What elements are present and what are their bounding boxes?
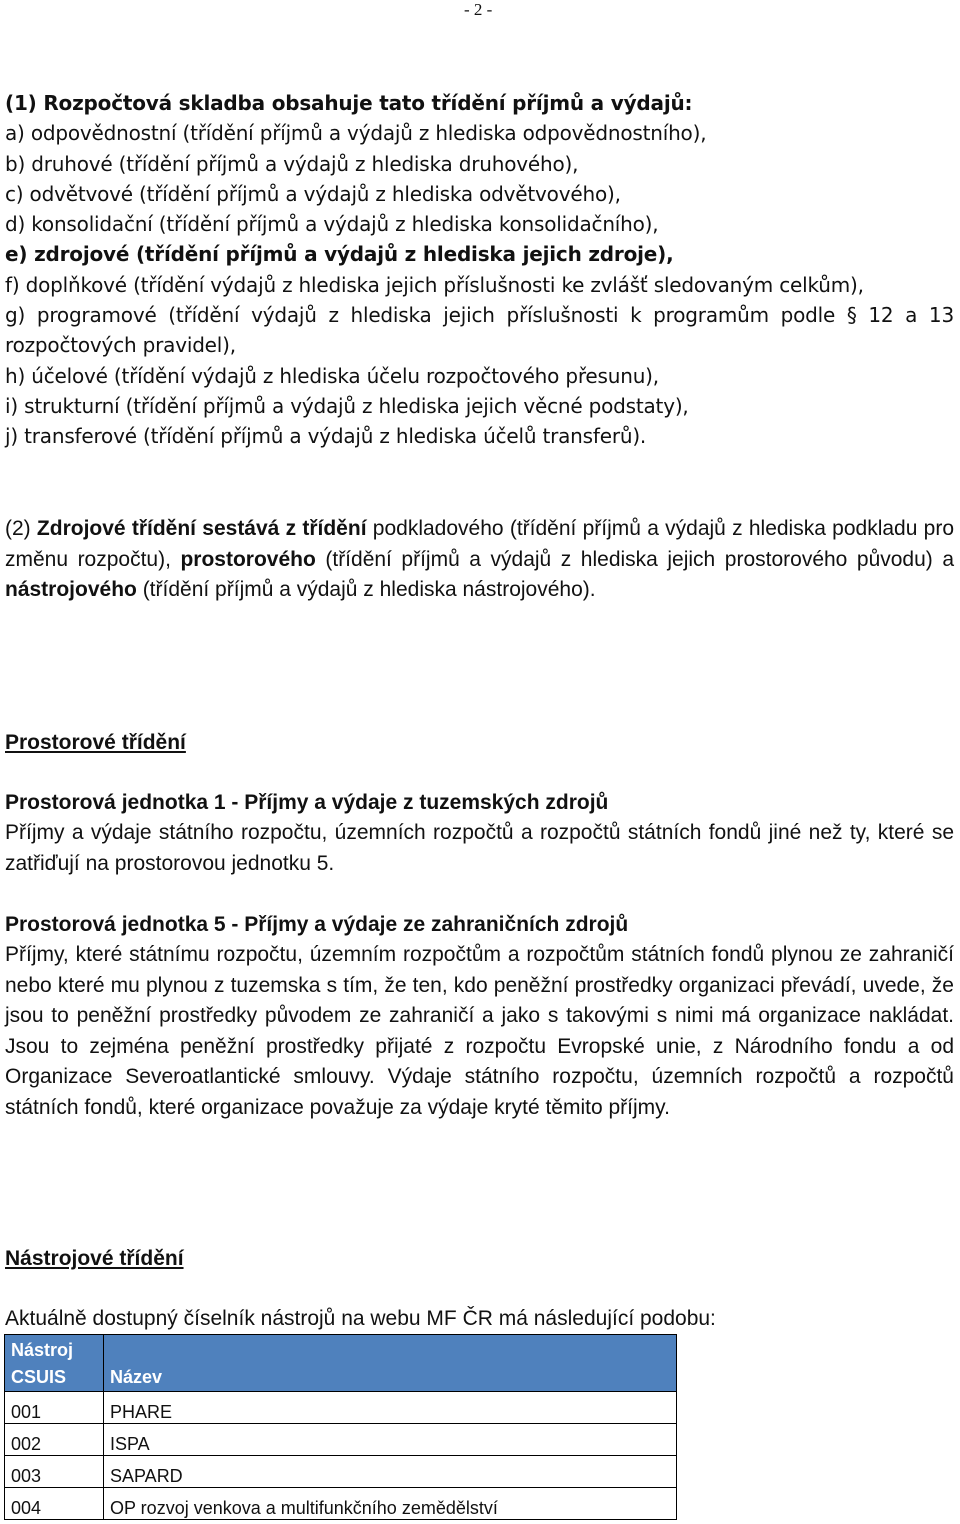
section-2-paragraph — [5, 514, 954, 606]
section-1-heading: (1) Rozpočtová skladba obsahuje tato třídění příjmů a výdajů: — [5, 91, 693, 115]
list-item: c) odvětvové (třídění příjmů a výdajů z hlediska odvětvového), — [5, 181, 621, 206]
header-nazev: Název — [104, 1335, 677, 1392]
list-item: j) transferové (třídění příjmů a výdajů z hlediska účelů transferů). — [5, 424, 647, 449]
section-2-bold-2: prostorového — [180, 547, 316, 571]
prostorove-heading: Prostorové třídění — [5, 731, 186, 754]
list-item: g) programové (třídění výdajů z hlediska jejich příslušnosti k programům podle § 12 a 13 rozpočtových pravidel), — [5, 303, 954, 358]
cell-name: OP rozvoj venkova a multifunkčního zemědělství — [104, 1488, 677, 1520]
section-2-text-3: (třídění příjmů a výdajů z hlediska nástrojového). — [136, 578, 596, 602]
header-line-1: Nástroj — [11, 1340, 74, 1360]
header-nastroj-csuis — [5, 1335, 104, 1392]
cell-name: PHARE — [104, 1392, 677, 1424]
unit-1-title: Prostorová jednotka 1 - Příjmy a výdaje z tuzemských zdrojů — [5, 791, 609, 814]
cell-name: SAPARD — [104, 1456, 677, 1488]
table-header-row — [5, 1335, 677, 1392]
cell-code: 001 — [5, 1392, 104, 1424]
table-row — [5, 1488, 677, 1520]
cell-code: 002 — [5, 1424, 104, 1456]
table-row — [5, 1392, 677, 1424]
nastrojove-heading: Nástrojové třídění — [5, 1247, 184, 1270]
cell-code: 003 — [5, 1456, 104, 1488]
section-2-text-2: (třídění příjmů a výdajů z hlediska jejich prostorového původu) a — [315, 547, 954, 571]
section-2-bold-1: Zdrojové třídění sestává z třídění — [36, 517, 367, 540]
table-row — [5, 1456, 677, 1488]
unit-5-text: Příjmy, které státnímu rozpočtu, územním rozpočtům a rozpočtům státních fondů plynou ze zahraničí nebo které mu plynou z tuzemska s tím, že ten, kdo peněžní prostředky organizaci převádí, uvede, že jsou to peněžní prostředky původem ze zahraničí a jako s takovými s nimi má organizace nakládat. Jsou to zejména peněžní prostředky přijaté z rozpočtu Evropské unie, z Národního fondu a od Organizace Severoatlantické smlouvy. Výdaje státního rozpočtu, územních rozpočtů a rozpočtů státních fondů, které organizace považuje za výdaje kryté těmito příjmy. — [5, 943, 954, 1119]
list-item: h) účelové (třídění výdajů z hlediska účelu rozpočtového přesunu), — [5, 363, 659, 388]
nastrojove-intro: Aktuálně dostupný číselník nástrojů na webu MF ČR má následující podobu: — [5, 1307, 716, 1330]
section-1 — [5, 88, 954, 452]
list-item: a) odpovědnostní (třídění příjmů a výdajů z hlediska odpovědnostního), — [5, 121, 707, 146]
unit-5-title: Prostorová jednotka 5 - Příjmy a výdaje ze zahraničních zdrojů — [5, 913, 629, 936]
header-line-2: CSUIS — [11, 1367, 67, 1387]
list-item: e) zdrojové (třídění příjmů a výdajů z hlediska jejich zdroje), — [5, 242, 674, 267]
section-2-prefix: (2) — [5, 517, 37, 540]
table-row — [5, 1424, 677, 1456]
list-item: f) doplňkové (třídění výdajů z hlediska jejich příslušnosti ke zvlášť sledovaným celkům), — [5, 272, 864, 297]
page-number: - 2 - — [464, 0, 493, 19]
section-2-bold-3: nástrojového — [5, 578, 137, 602]
list-item: d) konsolidační (třídění příjmů a výdajů z hlediska konsolidačního), — [5, 212, 659, 237]
cell-name: ISPA — [104, 1424, 677, 1456]
unit-1-text: Příjmy a výdaje státního rozpočtu, územních rozpočtů a rozpočtů státních fondů jiné než ty, které se zatřiďují na prostorovou jednotku 5. — [5, 821, 954, 875]
section-2-text-1: podkladového (třídění příjmů a výdajů z hlediska podkladu pro změnu rozpočtu), — [5, 517, 955, 571]
nastroj-table — [4, 1334, 677, 1520]
list-item: i) strukturní (třídění příjmů a výdajů z hlediska jejich věcné podstaty), — [5, 393, 689, 418]
cell-code: 004 — [5, 1488, 104, 1520]
list-item: b) druhové (třídění příjmů a výdajů z hlediska druhového), — [5, 151, 579, 176]
